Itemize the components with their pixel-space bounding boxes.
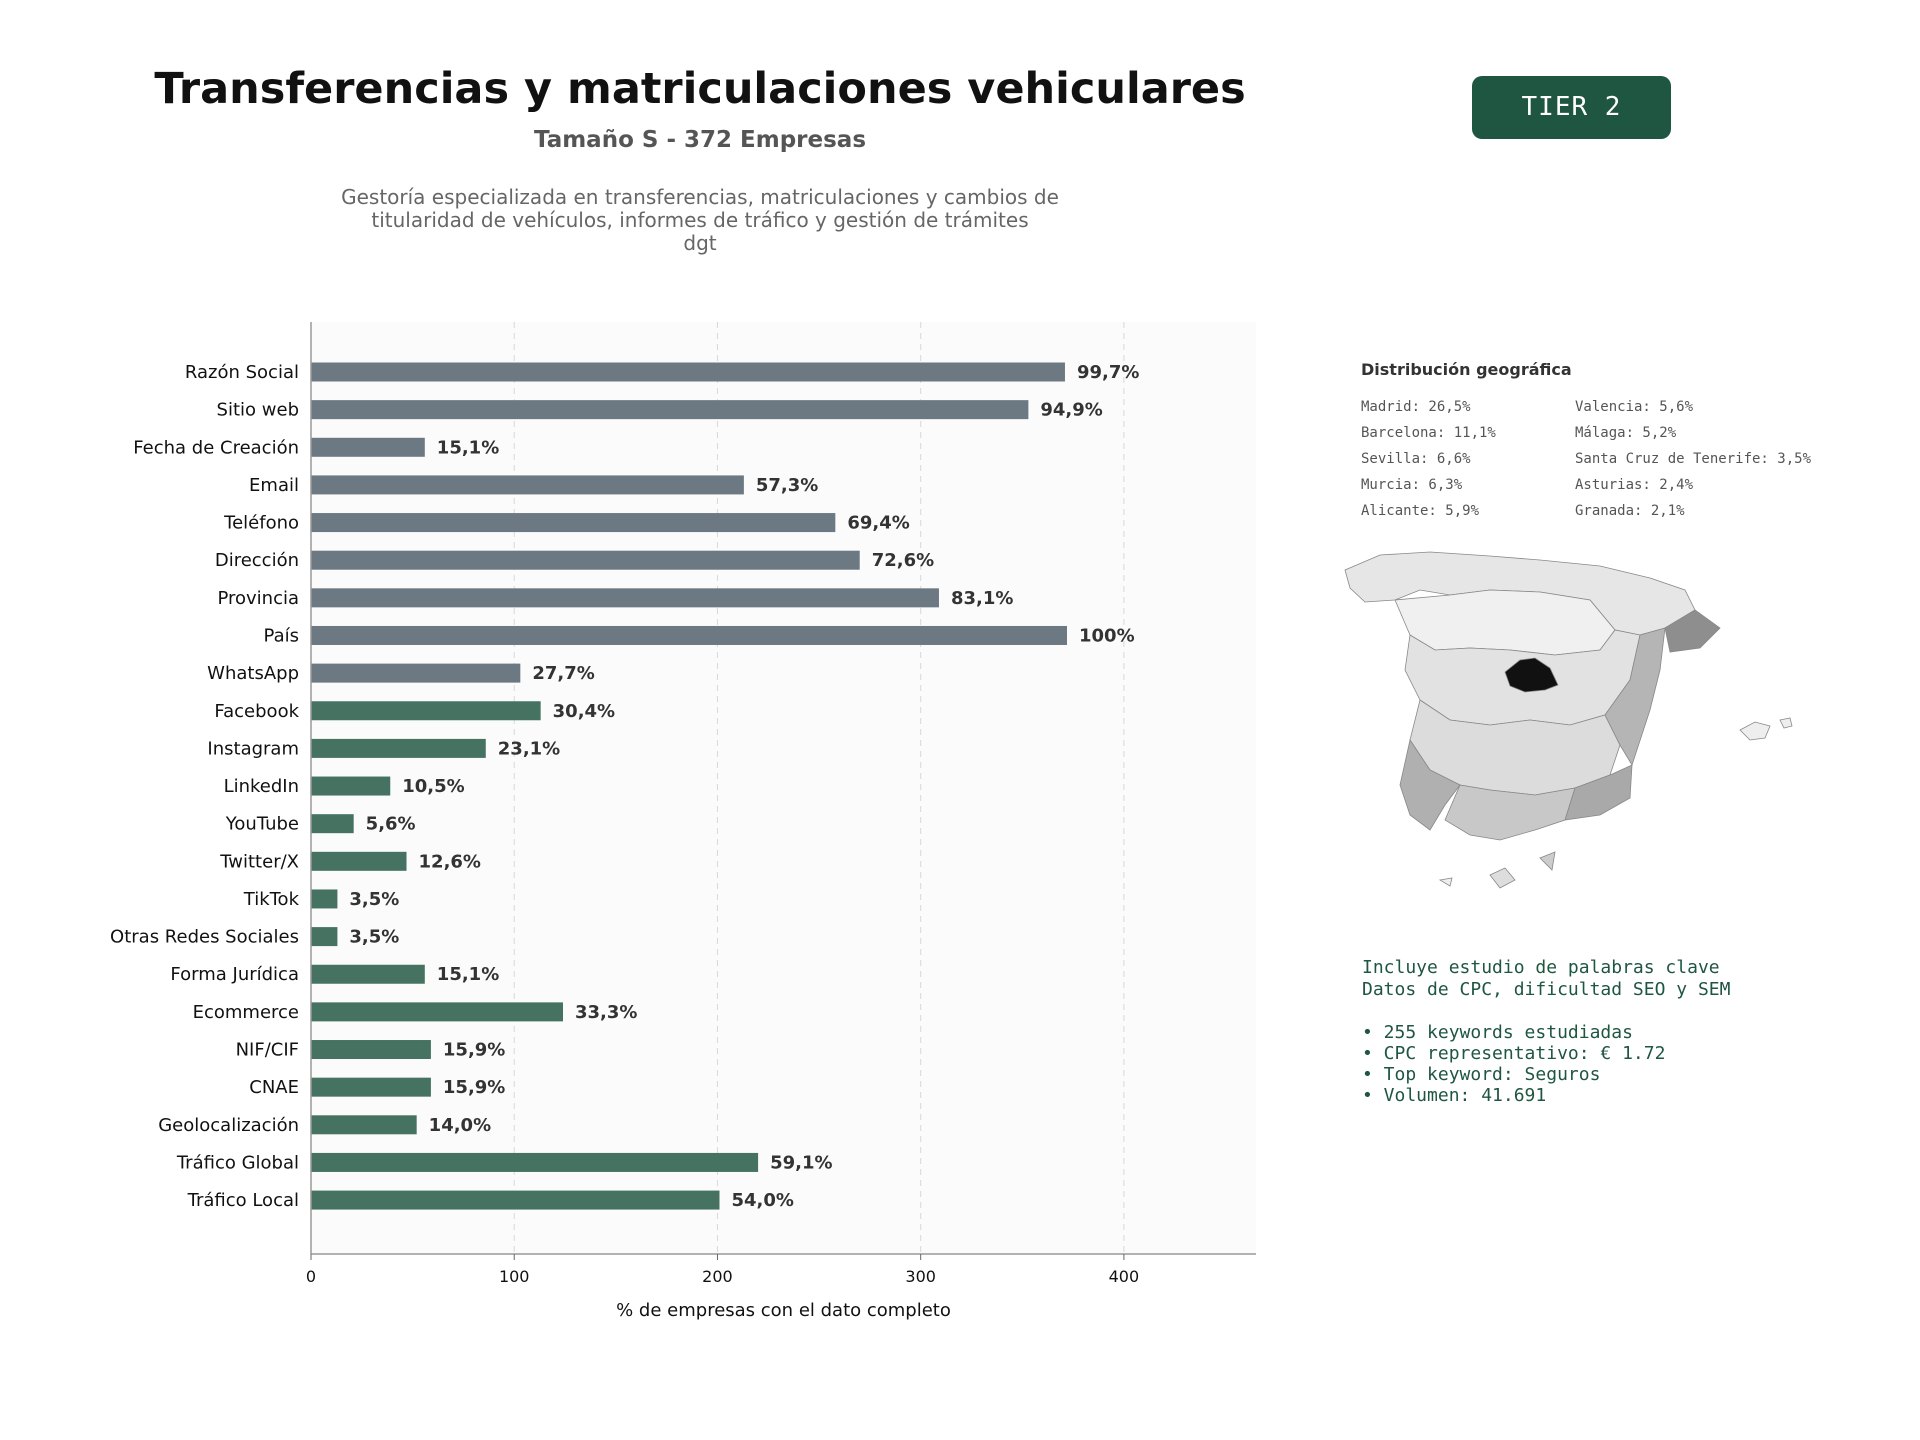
value-label: 15,1% [436,437,500,459]
bar [311,889,337,908]
description-line: titularidad de vehículos, informes de tráfico y gestión de trámites [371,208,1029,232]
category-label: Fecha de Creación [133,437,299,459]
bar [311,1153,758,1172]
bar [311,664,520,683]
category-label: Tráfico Local [187,1190,299,1212]
category-label: Tráfico Global [176,1152,299,1174]
bar [311,363,1065,382]
value-label: 15,9% [442,1077,506,1099]
map-region [1540,852,1555,870]
category-label: Ecommerce [192,1001,299,1023]
value-label: 30,4% [552,700,616,722]
map-region [1445,785,1575,840]
bar [311,513,835,532]
bar [311,852,407,871]
bar [311,927,337,946]
category-label: Forma Jurídica [170,964,299,986]
bar [311,551,860,570]
keywords-heading: Datos de CPC, dificultad SEO y SEM [1362,979,1731,1000]
category-label: CNAE [249,1077,299,1099]
bar [311,626,1067,645]
geo-item: Asturias: 2,4% [1575,477,1694,493]
category-label: LinkedIn [223,776,299,798]
keywords-heading: Incluye estudio de palabras clave [1362,957,1720,978]
geo-item: Barcelona: 11,1% [1361,425,1496,441]
tier-badge: TIER 2 [1472,76,1671,139]
bar [311,814,354,833]
bar-chart [0,300,1300,1350]
category-label: Twitter/X [220,851,299,873]
map-region [1440,878,1452,886]
geo-item: Sevilla: 6,6% [1361,451,1471,467]
value-label: 23,1% [497,738,561,760]
value-label: 57,3% [755,474,819,496]
category-label: Sitio web [216,399,299,421]
category-label: WhatsApp [207,663,299,685]
value-label: 27,7% [532,663,595,685]
keywords-item: • CPC representativo: € 1.72 [1362,1043,1666,1064]
value-label: 3,5% [349,926,400,948]
x-tick-label: 200 [702,1267,733,1286]
category-label: Geolocalización [158,1114,299,1136]
bar [311,1040,431,1059]
keywords-item: • Top keyword: Seguros [1362,1064,1601,1085]
bar [311,1002,563,1021]
map-region [1490,868,1515,888]
value-label: 14,0% [428,1114,492,1136]
description-line: dgt [683,231,717,255]
map-region [1780,718,1792,728]
value-label: 99,7% [1076,362,1140,383]
bar [311,400,1028,419]
bar [311,1191,719,1210]
category-label: Email [249,474,299,496]
geo-item: Málaga: 5,2% [1575,425,1677,441]
x-tick-label: 100 [498,1267,530,1286]
value-label: 33,3% [575,1001,638,1023]
value-label: 69,4% [847,512,910,534]
value-label: 59,1% [770,1152,833,1174]
geo-item: Santa Cruz de Tenerife: 3,5% [1575,451,1812,467]
category-label: Instagram [207,738,299,760]
value-label: 83,1% [950,587,1014,609]
bar [311,701,541,720]
x-tick-label: 0 [305,1267,317,1286]
description [320,186,1080,255]
category-label: Otras Redes Sociales [110,926,299,948]
category-label: Provincia [217,587,299,609]
value-label: 94,9% [1040,399,1103,421]
value-label: 5,6% [365,813,416,835]
value-label: 12,6% [418,851,481,873]
value-label: 100% [1079,625,1135,647]
bar [311,965,425,984]
page-title: Transferencias y matriculaciones vehiculares [154,64,1246,114]
geo-item: Alicante: 5,9% [1361,503,1480,519]
keywords-item: • Volumen: 41.691 [1362,1085,1547,1106]
category-label: Razón Social [184,362,299,383]
category-label: País [263,625,299,647]
bar [311,438,425,457]
value-label: 15,1% [436,964,500,986]
value-label: 3,5% [349,888,400,910]
bar [311,739,486,758]
geo-item: Valencia: 5,6% [1575,399,1694,415]
value-label: 72,6% [871,550,935,572]
value-label: 15,9% [442,1039,506,1061]
page-subtitle: Tamaño S - 372 Empresas [533,127,867,153]
keywords-item: • 255 keywords estudiadas [1362,1022,1633,1043]
x-tick-label: 400 [1108,1267,1140,1286]
x-axis-label: % de empresas con el dato completo [616,1300,951,1321]
category-label: Teléfono [224,512,299,534]
value-label: 10,5% [402,776,465,798]
bar [311,1078,431,1097]
bar [311,588,939,607]
geo-item: Murcia: 6,3% [1361,477,1463,493]
category-label: TikTok [243,888,299,910]
x-tick-label: 300 [905,1267,936,1286]
description-line: Gestoría especializada en transferencias, matriculaciones y cambios de [341,185,1059,209]
value-label: 54,0% [731,1190,794,1212]
map-region [1395,590,1615,655]
bar [311,777,390,796]
geo-item: Madrid: 26,5% [1361,399,1471,415]
category-label: NIF/CIF [235,1039,299,1061]
category-label: Facebook [214,700,299,722]
bar [311,1115,417,1134]
category-label: YouTube [225,813,299,835]
geo-title: Distribución geográfica [1361,360,1572,379]
spain-map [1340,540,1850,910]
category-label: Dirección [214,550,299,572]
geo-item: Granada: 2,1% [1575,503,1685,519]
map-region [1740,722,1770,740]
bar [311,475,744,494]
